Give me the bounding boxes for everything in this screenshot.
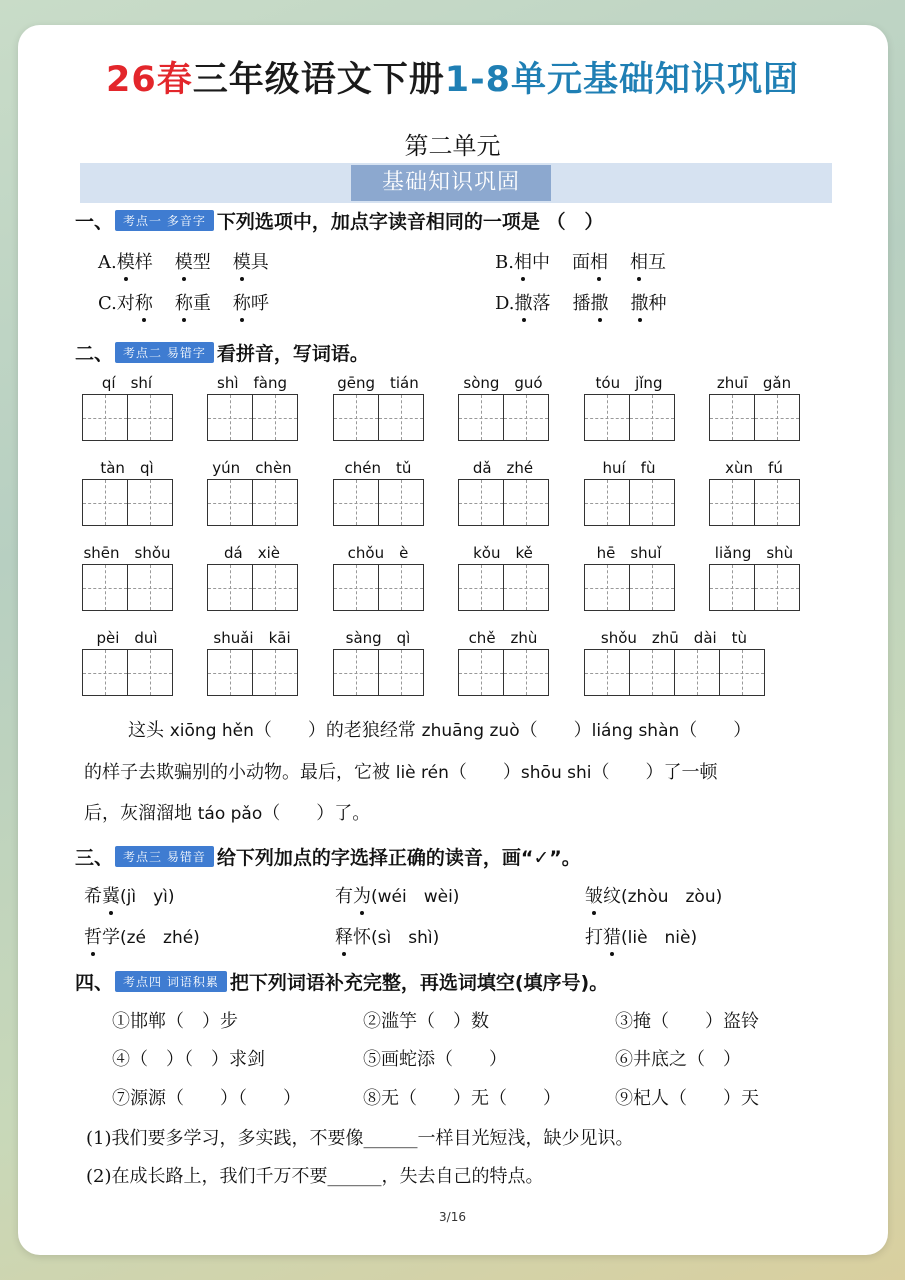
- q1-option-d: [495, 289, 667, 315]
- grid-cell: [710, 480, 754, 525]
- option-char: 模: [233, 248, 251, 274]
- writing-grid: [458, 479, 549, 526]
- grid-cell: [674, 650, 719, 695]
- pinyin-prompt: liáng shàn: [591, 721, 680, 741]
- pinyin-choices: (sì shì): [371, 928, 440, 948]
- writing-grid: [82, 479, 173, 526]
- writing-grid: [333, 564, 424, 611]
- writing-grid: [709, 394, 800, 441]
- grid-cell: [754, 565, 799, 610]
- option-char: 中: [531, 252, 550, 273]
- pinyin-label: shuǎi kāi: [213, 629, 291, 647]
- grid-cell: [334, 565, 378, 610]
- pinyin-label: sàng qì: [345, 629, 411, 647]
- writing-grid: [82, 394, 173, 441]
- unit-subtitle: 第二单元: [404, 132, 501, 160]
- question-number: 四、: [75, 972, 114, 994]
- pinyin-label: chě zhù: [468, 629, 538, 647]
- option-char: 模: [117, 248, 135, 274]
- grid-cell: [459, 395, 503, 440]
- grid-cell: [83, 395, 127, 440]
- question-2-heading: [75, 339, 369, 366]
- grid-cell: [208, 650, 252, 695]
- grid-cell: [585, 395, 629, 440]
- option-char: 相: [630, 248, 648, 274]
- word-char: 有: [335, 886, 353, 907]
- idiom-item: ④（ ）（ ）求剑: [112, 1049, 265, 1070]
- writing-grid: [584, 394, 675, 441]
- writing-grid: [333, 649, 424, 696]
- pinyin-label: shì fàng: [217, 374, 287, 392]
- grid-cell: [334, 395, 378, 440]
- story-text: 后，灰溜溜地: [84, 803, 198, 824]
- option-char: 模: [175, 248, 193, 274]
- grid-cell: [378, 395, 423, 440]
- pinyin-label: chén tǔ: [344, 459, 412, 477]
- option-char: 具: [250, 252, 269, 273]
- grid-cell: [127, 565, 172, 610]
- option-char: 互: [647, 252, 666, 273]
- pinyin-label: shǒu zhū dài tù: [600, 629, 748, 647]
- page-title: [0, 52, 905, 102]
- idiom-item: ⑧无（ ）无（ ）: [363, 1088, 561, 1109]
- grid-cell: [378, 565, 423, 610]
- grid-cell: [459, 480, 503, 525]
- story-line-1: [128, 716, 751, 742]
- topic-badge: 考点一 多音字: [115, 210, 214, 231]
- grid-cell: [503, 565, 548, 610]
- pronunciation-item: [585, 923, 697, 949]
- grid-cell: [459, 650, 503, 695]
- question-number: 三、: [75, 847, 114, 869]
- idiom-item: ⑦源源（ ）（ ）: [112, 1088, 301, 1109]
- pinyin-label: kǒu kě: [473, 544, 533, 562]
- pinyin-choices: (zhòu zòu): [621, 887, 723, 907]
- grid-cell: [208, 395, 252, 440]
- grid-cell: [127, 395, 172, 440]
- grid-cell: [503, 395, 548, 440]
- pinyin-label: tàn qì: [100, 459, 154, 477]
- pinyin-prompt: shōu shi: [520, 763, 592, 783]
- story-text: （ ）: [519, 720, 592, 741]
- grid-cell: [208, 480, 252, 525]
- option-word: [233, 293, 269, 314]
- word-char: 纹: [603, 886, 621, 907]
- writing-grid: [82, 649, 173, 696]
- option-char: 播: [572, 293, 591, 314]
- option-word: [117, 252, 153, 273]
- option-char: 撒: [515, 289, 533, 315]
- option-char: 称: [135, 289, 153, 315]
- grid-cell: [83, 565, 127, 610]
- story-text: （ ）: [448, 762, 521, 783]
- story-line-2: [84, 758, 717, 784]
- grid-cell: [252, 395, 297, 440]
- q1-option-b: [495, 248, 666, 274]
- pronunciation-item: [335, 882, 459, 908]
- word-char: 为: [353, 882, 371, 908]
- writing-grid: [458, 649, 549, 696]
- pinyin-prompt: zhuāng zuò: [421, 721, 520, 741]
- topic-badge: 考点三 易错音: [115, 846, 214, 867]
- pronunciation-item: [84, 882, 175, 908]
- idiom-item: ②滥竽（ ）数: [363, 1011, 489, 1032]
- grid-cell: [83, 650, 127, 695]
- word-char: 学: [102, 927, 120, 948]
- grid-cell: [503, 480, 548, 525]
- pinyin-label: yún chèn: [212, 459, 292, 477]
- grid-cell: [83, 480, 127, 525]
- pronunciation-item: [335, 923, 439, 949]
- q1-option-c: [98, 289, 269, 315]
- writing-grid: [584, 564, 675, 611]
- story-text: 这头: [128, 720, 170, 741]
- option-char: 样: [134, 252, 153, 273]
- story-text: （ ）了。: [262, 803, 371, 824]
- option-prefix: D.: [495, 293, 515, 314]
- option-char: 呼: [250, 293, 269, 314]
- title-grade: 三年级语文下册: [192, 60, 445, 100]
- grid-cell: [334, 480, 378, 525]
- option-char: 种: [648, 293, 667, 314]
- grid-cell: [719, 650, 764, 695]
- idiom-item: ⑥井底之（ ）: [615, 1049, 741, 1070]
- grid-cell: [127, 650, 172, 695]
- pronunciation-item: [84, 923, 200, 949]
- option-char: 重: [192, 293, 211, 314]
- grid-cell: [710, 395, 754, 440]
- grid-cell: [252, 565, 297, 610]
- word-char: 猎: [603, 923, 621, 949]
- pinyin-label: shēn shǒu: [83, 544, 171, 562]
- question-text: 把下列词语补充完整，再选词填空(填序号)。: [229, 972, 609, 994]
- story-text: （ ）了一顿: [591, 762, 718, 783]
- idiom-item: ①邯郸（ ）步: [112, 1011, 238, 1032]
- story-text: 的样子去欺骗别的小动物。最后，它被: [84, 762, 396, 783]
- option-char: 撒: [631, 289, 649, 315]
- grid-cell: [378, 650, 423, 695]
- pronunciation-item: [585, 882, 722, 908]
- pinyin-choices: (liè niè): [621, 928, 698, 948]
- grid-cell: [754, 480, 799, 525]
- pinyin-label: liǎng shù: [714, 544, 794, 562]
- word-char: 皱: [585, 882, 603, 908]
- q1-option-a: [98, 248, 269, 274]
- option-word: [631, 293, 667, 314]
- writing-grid: [207, 394, 298, 441]
- word-char: 冀: [102, 882, 120, 908]
- pinyin-label: qí shí: [101, 374, 153, 392]
- option-prefix: B.: [495, 252, 514, 273]
- question-text: 给下列加点的字选择正确的读音，画“✓”。: [216, 847, 581, 869]
- title-term: 26春: [106, 60, 193, 100]
- option-char: 称: [233, 289, 251, 315]
- grid-cell: [252, 480, 297, 525]
- pinyin-label: dá xiè: [224, 544, 280, 562]
- grid-cell: [503, 650, 548, 695]
- option-word: [117, 293, 153, 314]
- writing-grid: [333, 394, 424, 441]
- question-number: 一、: [75, 211, 114, 233]
- grid-cell: [127, 480, 172, 525]
- pinyin-label: dǎ zhé: [472, 459, 534, 477]
- grid-cell: [754, 395, 799, 440]
- word-char: 希: [84, 886, 102, 907]
- writing-grid: [458, 564, 549, 611]
- word-char: 释: [335, 923, 353, 949]
- writing-grid: [584, 649, 765, 696]
- option-char: 相: [514, 248, 532, 274]
- option-word: [514, 252, 550, 273]
- option-char: 称: [175, 289, 193, 315]
- writing-grid: [709, 479, 800, 526]
- option-word: [572, 252, 608, 273]
- writing-grid: [82, 564, 173, 611]
- pinyin-label: gēng tián: [337, 374, 419, 392]
- grid-cell: [334, 650, 378, 695]
- option-word: [175, 293, 211, 314]
- option-char: 撒: [591, 289, 609, 315]
- topic-badge: 考点二 易错字: [115, 342, 214, 363]
- pinyin-label: tóu jǐng: [595, 374, 663, 392]
- pinyin-prompt: táo pǎo: [197, 804, 263, 824]
- option-word: [630, 252, 666, 273]
- word-char: 打: [585, 927, 603, 948]
- section-banner-label: 基础知识巩固: [351, 165, 551, 201]
- option-word: [515, 293, 551, 314]
- question-text: 看拼音，写词语。: [216, 343, 369, 365]
- pinyin-label: hē shuǐ: [596, 544, 662, 562]
- pinyin-label: sòng guó: [463, 374, 543, 392]
- story-line-3: [84, 799, 370, 825]
- question-3-heading: [75, 843, 581, 870]
- question-1-heading: [75, 207, 603, 234]
- grid-cell: [585, 480, 629, 525]
- option-word: [573, 293, 609, 314]
- title-scope: 1-8单元基础知识巩固: [444, 60, 799, 100]
- writing-grid: [584, 479, 675, 526]
- word-char: 哲: [84, 923, 102, 949]
- grid-cell: [710, 565, 754, 610]
- pinyin-choices: (jì yì): [120, 887, 175, 907]
- page-number: 3/16: [439, 1210, 466, 1224]
- option-prefix: C.: [98, 293, 117, 314]
- word-char: 怀: [353, 927, 371, 948]
- fill-sentence-2: (2)在成长路上，我们千万不要______，失去自己的特点。: [86, 1166, 544, 1187]
- topic-badge: 考点四 词语积累: [115, 971, 227, 992]
- option-char: 面: [571, 252, 590, 273]
- grid-cell: [585, 565, 629, 610]
- grid-cell: [629, 565, 674, 610]
- grid-cell: [378, 480, 423, 525]
- story-text: （ ）的老狼经常: [253, 720, 422, 741]
- story-text: （ ）: [679, 720, 752, 741]
- grid-cell: [629, 395, 674, 440]
- writing-grid: [207, 564, 298, 611]
- fill-sentence-1: (1)我们要多学习，多实践，不要像______一样目光短浅，缺少见识。: [86, 1128, 634, 1149]
- pinyin-choices: (zé zhé): [120, 928, 200, 948]
- grid-cell: [629, 650, 674, 695]
- idiom-item: ⑤画蛇添（ ）: [363, 1049, 507, 1070]
- pinyin-label: xùn fú: [725, 459, 783, 477]
- idiom-item: ⑨杞人（ ）天: [615, 1088, 759, 1109]
- option-word: [233, 252, 269, 273]
- writing-grid: [458, 394, 549, 441]
- pinyin-prompt: xiōng hěn: [169, 721, 254, 741]
- question-4-heading: [75, 968, 608, 995]
- grid-cell: [459, 565, 503, 610]
- option-char: 落: [532, 293, 551, 314]
- option-word: [175, 252, 211, 273]
- grid-cell: [252, 650, 297, 695]
- grid-cell: [585, 650, 629, 695]
- option-prefix: A.: [98, 252, 117, 273]
- pinyin-label: pèi duì: [96, 629, 158, 647]
- pinyin-prompt: liè rén: [395, 763, 449, 783]
- writing-grid: [333, 479, 424, 526]
- pinyin-label: huí fù: [602, 459, 656, 477]
- pinyin-label: chǒu è: [347, 544, 409, 562]
- idiom-item: ③掩（ ）盗铃: [615, 1011, 759, 1032]
- option-char: 对: [116, 293, 135, 314]
- writing-grid: [207, 649, 298, 696]
- question-number: 二、: [75, 343, 114, 365]
- grid-cell: [208, 565, 252, 610]
- option-char: 相: [590, 248, 608, 274]
- grid-cell: [629, 480, 674, 525]
- question-text: 下列选项中，加点字读音相同的一项是 （ ）: [216, 211, 604, 233]
- option-char: 型: [192, 252, 211, 273]
- pinyin-choices: (wéi wèi): [371, 887, 460, 907]
- pinyin-label: zhuī gǎn: [716, 374, 792, 392]
- writing-grid: [207, 479, 298, 526]
- writing-grid: [709, 564, 800, 611]
